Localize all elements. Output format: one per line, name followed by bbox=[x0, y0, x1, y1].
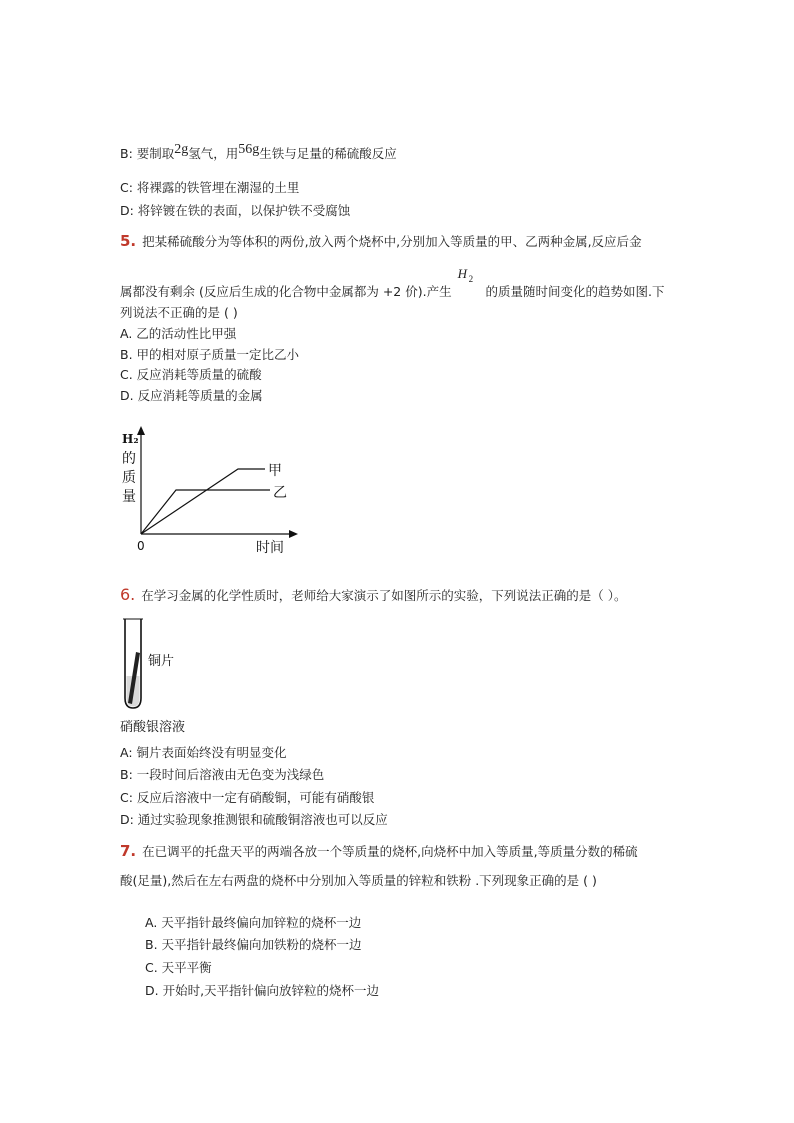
q5-h2-subscript: 2 bbox=[468, 274, 474, 284]
q5-y-label-h2: H₂ bbox=[122, 432, 139, 446]
q5-option-d: D. 反应消耗等质量的金属 bbox=[120, 388, 263, 403]
q7-number: 7. bbox=[120, 842, 137, 860]
q5-y-label-de: 的 bbox=[122, 451, 136, 467]
q6-solution-label: 硝酸银溶液 bbox=[120, 720, 186, 735]
q7-option-a: A. 天平指针最终偏向加锌粒的烧杯一边 bbox=[145, 915, 362, 930]
q4-option-b-prefix: B: 要制取 bbox=[120, 146, 175, 161]
q7-stem-line2: 酸(足量),然后在左右两盘的烧杯中分别加入等质量的锌粒和铁粉 .下列现象正确的是 ( ) bbox=[120, 873, 597, 888]
q5-stem-text2b: 的质量随时间变化的趋势如图.下 bbox=[485, 284, 665, 299]
q5-origin-label: 0 bbox=[137, 539, 145, 553]
q7-stem-line1 bbox=[120, 843, 638, 860]
q5-x-axis-arrow bbox=[289, 530, 298, 538]
q6-option-c: C: 反应后溶液中一定有硝酸铜，可能有硝酸银 bbox=[120, 790, 375, 805]
q4-option-b-mass1: 2g bbox=[174, 142, 189, 157]
q6-option-b: B: 一段时间后溶液由无色变为浅绿色 bbox=[120, 767, 325, 782]
q5-stem-text2a: 属都没有剩余 (反应后生成的化合物中金属都为 +2 价).产生 bbox=[120, 284, 452, 299]
q5-series-jia-label: 甲 bbox=[268, 463, 282, 479]
q6-option-d: D: 通过实验现象推测银和硫酸铜溶液也可以反应 bbox=[120, 812, 388, 827]
q5-series-yi-label: 乙 bbox=[273, 485, 287, 501]
q4-option-c: C: 将裸露的铁管埋在潮湿的土里 bbox=[120, 180, 300, 195]
q4-option-d: D: 将锌镀在铁的表面，以保护铁不受腐蚀 bbox=[120, 203, 351, 218]
q4-option-b-suffix: 生铁与足量的稀硫酸反应 bbox=[259, 146, 397, 161]
q5-option-a: A. 乙的活动性比甲强 bbox=[120, 326, 237, 341]
q7-option-c: C. 天平平衡 bbox=[145, 960, 212, 975]
q7-stem-text1: 在已调平的托盘天平的两端各放一个等质量的烧杯,向烧杯中加入等质量,等质量分数的稀硫 bbox=[142, 844, 638, 859]
q6-copper-label: 铜片 bbox=[148, 654, 175, 669]
q5-line-yi bbox=[141, 490, 270, 534]
q5-option-b: B. 甲的相对原子质量一定比乙小 bbox=[120, 347, 300, 362]
q7-option-b: B. 天平指针最终偏向加铁粉的烧杯一边 bbox=[145, 937, 362, 952]
q4-option-b-mid: 氢气，用 bbox=[188, 146, 239, 161]
q4-option-b-mass2: 56g bbox=[238, 142, 260, 157]
q5-y-label-liang: 量 bbox=[122, 489, 136, 505]
q5-h2-symbol: H bbox=[457, 266, 467, 281]
q5-stem-text1: 把某稀硫酸分为等体积的两份,放入两个烧杯中,分别加入等质量的甲、乙两种金属,反应后金 bbox=[142, 234, 642, 249]
q5-x-label: 时间 bbox=[256, 540, 284, 556]
q6-number: 6. bbox=[120, 585, 136, 604]
q5-number: 5. bbox=[120, 232, 137, 250]
q6-option-a: A: 铜片表面始终没有明显变化 bbox=[120, 745, 287, 760]
q6-stem bbox=[120, 587, 627, 604]
q6-stem-text: 在学习金属的化学性质时，老师给大家演示了如图所示的实验，下列说法正确的是（ ）。 bbox=[141, 588, 627, 603]
q5-stem-line3: 列说法不正确的是 ( ) bbox=[120, 305, 238, 320]
q7-option-d: D. 开始时,天平指针偏向放锌粒的烧杯一边 bbox=[145, 983, 380, 998]
q5-option-c: C. 反应消耗等质量的硫酸 bbox=[120, 367, 262, 382]
q5-y-label-zhi: 质 bbox=[122, 470, 136, 486]
q5-line-jia bbox=[141, 469, 265, 534]
